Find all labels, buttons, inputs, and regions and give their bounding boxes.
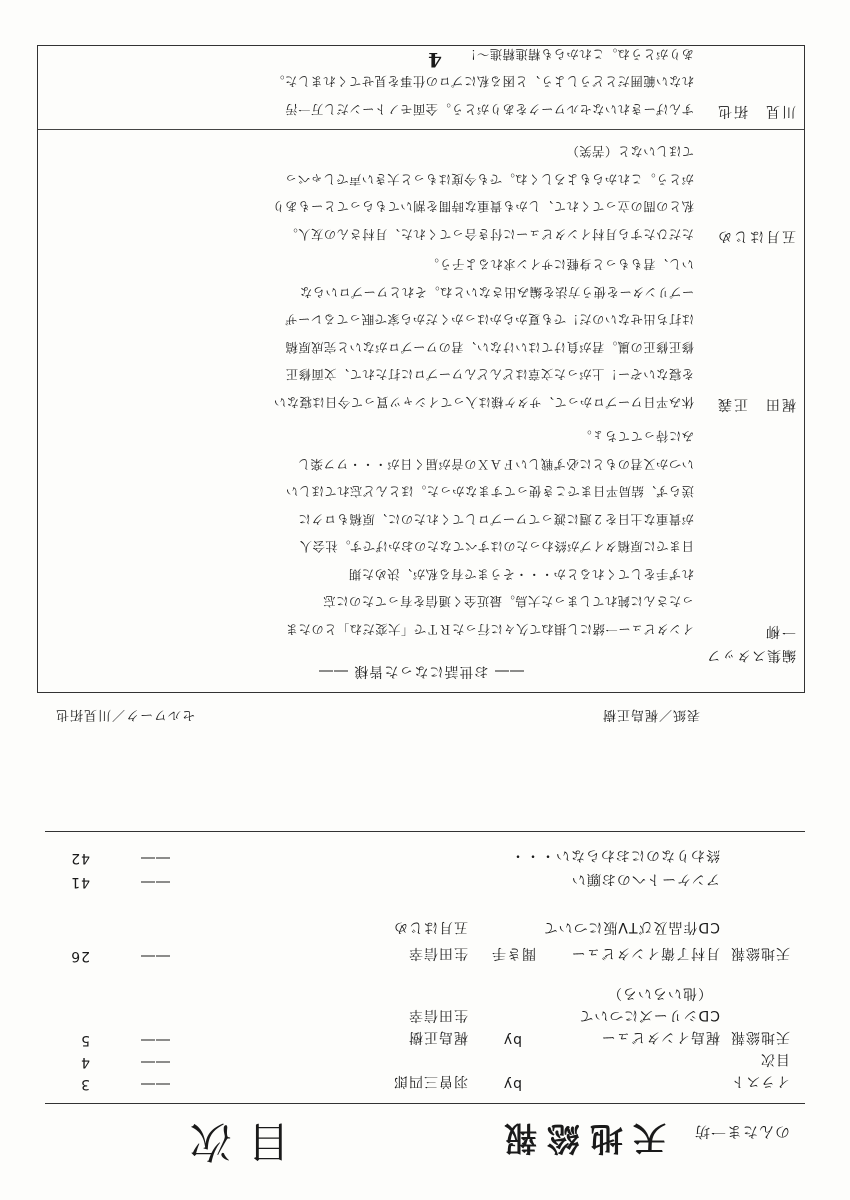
toc-entry-by: by bbox=[502, 1032, 522, 1048]
toc-entry-title: イラスト bbox=[730, 1073, 790, 1089]
staff-message bbox=[54, 137, 694, 247]
toc-entry-subtitle: 梶島インタビュー bbox=[600, 1029, 720, 1045]
toc-entry-author: 五月はじめ bbox=[393, 919, 468, 935]
staff-label: 編集スタッフ bbox=[706, 647, 796, 663]
message-line: は打ち出せないのだ！でも夏からかはっかくだから家で眠ってるレーザ bbox=[284, 312, 694, 327]
toc-entry-title: 天地総報 bbox=[730, 1029, 790, 1045]
message-line: いつか又君のもとに必ず戦しいＦＡＸの音が届く日が・・・ワフ楽し bbox=[297, 457, 694, 471]
toc-entry-subtitle: 月村了衛インタビュー bbox=[570, 945, 720, 961]
toc-entry-author: 梶島正樹 bbox=[408, 1029, 468, 1045]
afterword-box bbox=[37, 45, 805, 693]
divider bbox=[38, 129, 804, 130]
publication-title: 天地総報 bbox=[493, 1119, 666, 1158]
message-line: 日までに原稿タイプが終わったのはすべてなたのおかげです。社会人 bbox=[299, 539, 694, 554]
message-line: が貴重な土日を２週に渡ってワープロしてくれたのに、原稿もロクに bbox=[297, 512, 694, 526]
staff-name: 梶田 正義 bbox=[716, 396, 796, 412]
toc-entry-dash: ―― bbox=[140, 1032, 170, 1048]
message-line: を寝ないぞー！上がった文章はどんどんワープロに打たれて、文面修正 bbox=[285, 367, 694, 382]
toc-entry-author: 生田信幸 bbox=[408, 945, 468, 961]
staff-name: 五月はじめ bbox=[716, 228, 796, 244]
staff-name: 川見 拓也 bbox=[716, 103, 796, 119]
message-line: 修正修正の嵐。君が負けてはいけない、君のワープロがないと完成原稿 bbox=[285, 340, 694, 354]
message-line: みに待っててちょ。 bbox=[578, 429, 694, 444]
toc-entry-by: 聞き手 bbox=[491, 945, 536, 961]
staff-name: 一柳 bbox=[764, 623, 796, 639]
message-line: インタビュー一緒にし損ねて久々に行ったＲＴで「大変だね」とのたま bbox=[285, 622, 694, 636]
toc-entry-title: 天地総報 bbox=[730, 945, 790, 961]
toc-entry-by: by bbox=[502, 1076, 522, 1092]
toc-entry-subtitle: アンケートへのお願い bbox=[570, 871, 720, 887]
page-number: 4 bbox=[428, 48, 442, 72]
message-line: ったさんに鈍れてしまった大鳥。最近全く通信を有ってたのに忘 bbox=[322, 594, 694, 609]
message-line: ープリンターを使う方法を編み出さないとね。それとワープロいらな bbox=[299, 285, 694, 299]
credits bbox=[45, 707, 805, 726]
toc-entry-page: 26 bbox=[70, 948, 90, 964]
message-line: ただひたすら月村インタビューに付き合ってくれた、月村さんの友人。 bbox=[284, 227, 694, 241]
toc-entry-author: 羽曽三四郎 bbox=[393, 1073, 468, 1089]
toc-entry-dash: ―― bbox=[140, 1054, 170, 1070]
message-line: すんげーきれいなセルワークをありがとう。全面モノトーンだし万一汚 bbox=[284, 102, 694, 116]
message-line: 休み平日ワープロかって、サタケ様は入ってイシャツ買って今日は寝ない bbox=[273, 395, 694, 409]
toc-entry-dash: ―― bbox=[140, 850, 170, 866]
toc-entry-dash: ―― bbox=[140, 874, 170, 890]
toc-entry-title: 目次 bbox=[760, 1051, 790, 1067]
toc-entry-page: 5 bbox=[80, 1032, 90, 1048]
message-line: てほしいなと（苦笑） bbox=[566, 144, 694, 159]
message-line: 送らず、結局平日までこき使ってすまなかった。ほとんど忘れてほしい bbox=[285, 484, 694, 499]
toc-entry-subtitle: 終わりなのにおわらない・・・ bbox=[510, 847, 720, 863]
layout-credit: セルワーク／川見拓也 bbox=[55, 707, 196, 722]
message-line: いし、君ももっと身軽にサイン求れるよ子う。 bbox=[426, 257, 694, 272]
cover-credit: 表紙／梶島正樹 bbox=[601, 707, 700, 722]
staff-message bbox=[54, 250, 694, 415]
divider bbox=[45, 1103, 805, 1104]
toc-entry-page: 42 bbox=[70, 850, 90, 866]
toc-entry-dash: ―― bbox=[140, 948, 170, 964]
message-line: れず手をしてくれるとか・・・そうまで有る私が、決めた期 bbox=[348, 567, 694, 581]
staff-message bbox=[54, 40, 694, 123]
toc-entry-subtitle: CDシリーズについて bbox=[578, 1007, 720, 1023]
toc-entry-page: 41 bbox=[70, 874, 90, 890]
message-line: ありがとうね。これからも精進精進〜！ bbox=[463, 47, 694, 61]
toc-entry-page: 3 bbox=[80, 1076, 90, 1092]
message-line: れない範囲だとどうしよう、と困る私にプロの仕事を見せてくれました。 bbox=[271, 74, 694, 89]
afterword-heading: ―― お世話になった皆様 ―― bbox=[318, 663, 524, 679]
toc-entry-subtitle: CD作品及びTV版について bbox=[542, 919, 720, 935]
staff-message bbox=[54, 422, 694, 642]
toc-entry-dash: ―― bbox=[140, 1076, 170, 1092]
header bbox=[494, 1117, 790, 1164]
toc-entry-page: 4 bbox=[80, 1054, 90, 1070]
message-line: がとう。これからもよろしくね。でも今度はもっと大きい声でしゃべっ bbox=[284, 172, 694, 186]
toc-entry-author: 生田信幸 bbox=[408, 1007, 468, 1023]
toc-title: 目次 bbox=[173, 1117, 290, 1166]
message-line: 私との間の立ってくれて、しかも貴重な時間を割いてもらってとーもあり bbox=[271, 199, 694, 214]
circle-name: のんたま一坊 bbox=[693, 1123, 790, 1141]
toc-entry-subtitle: （他いろいろ） bbox=[607, 985, 712, 1001]
divider bbox=[45, 831, 805, 832]
